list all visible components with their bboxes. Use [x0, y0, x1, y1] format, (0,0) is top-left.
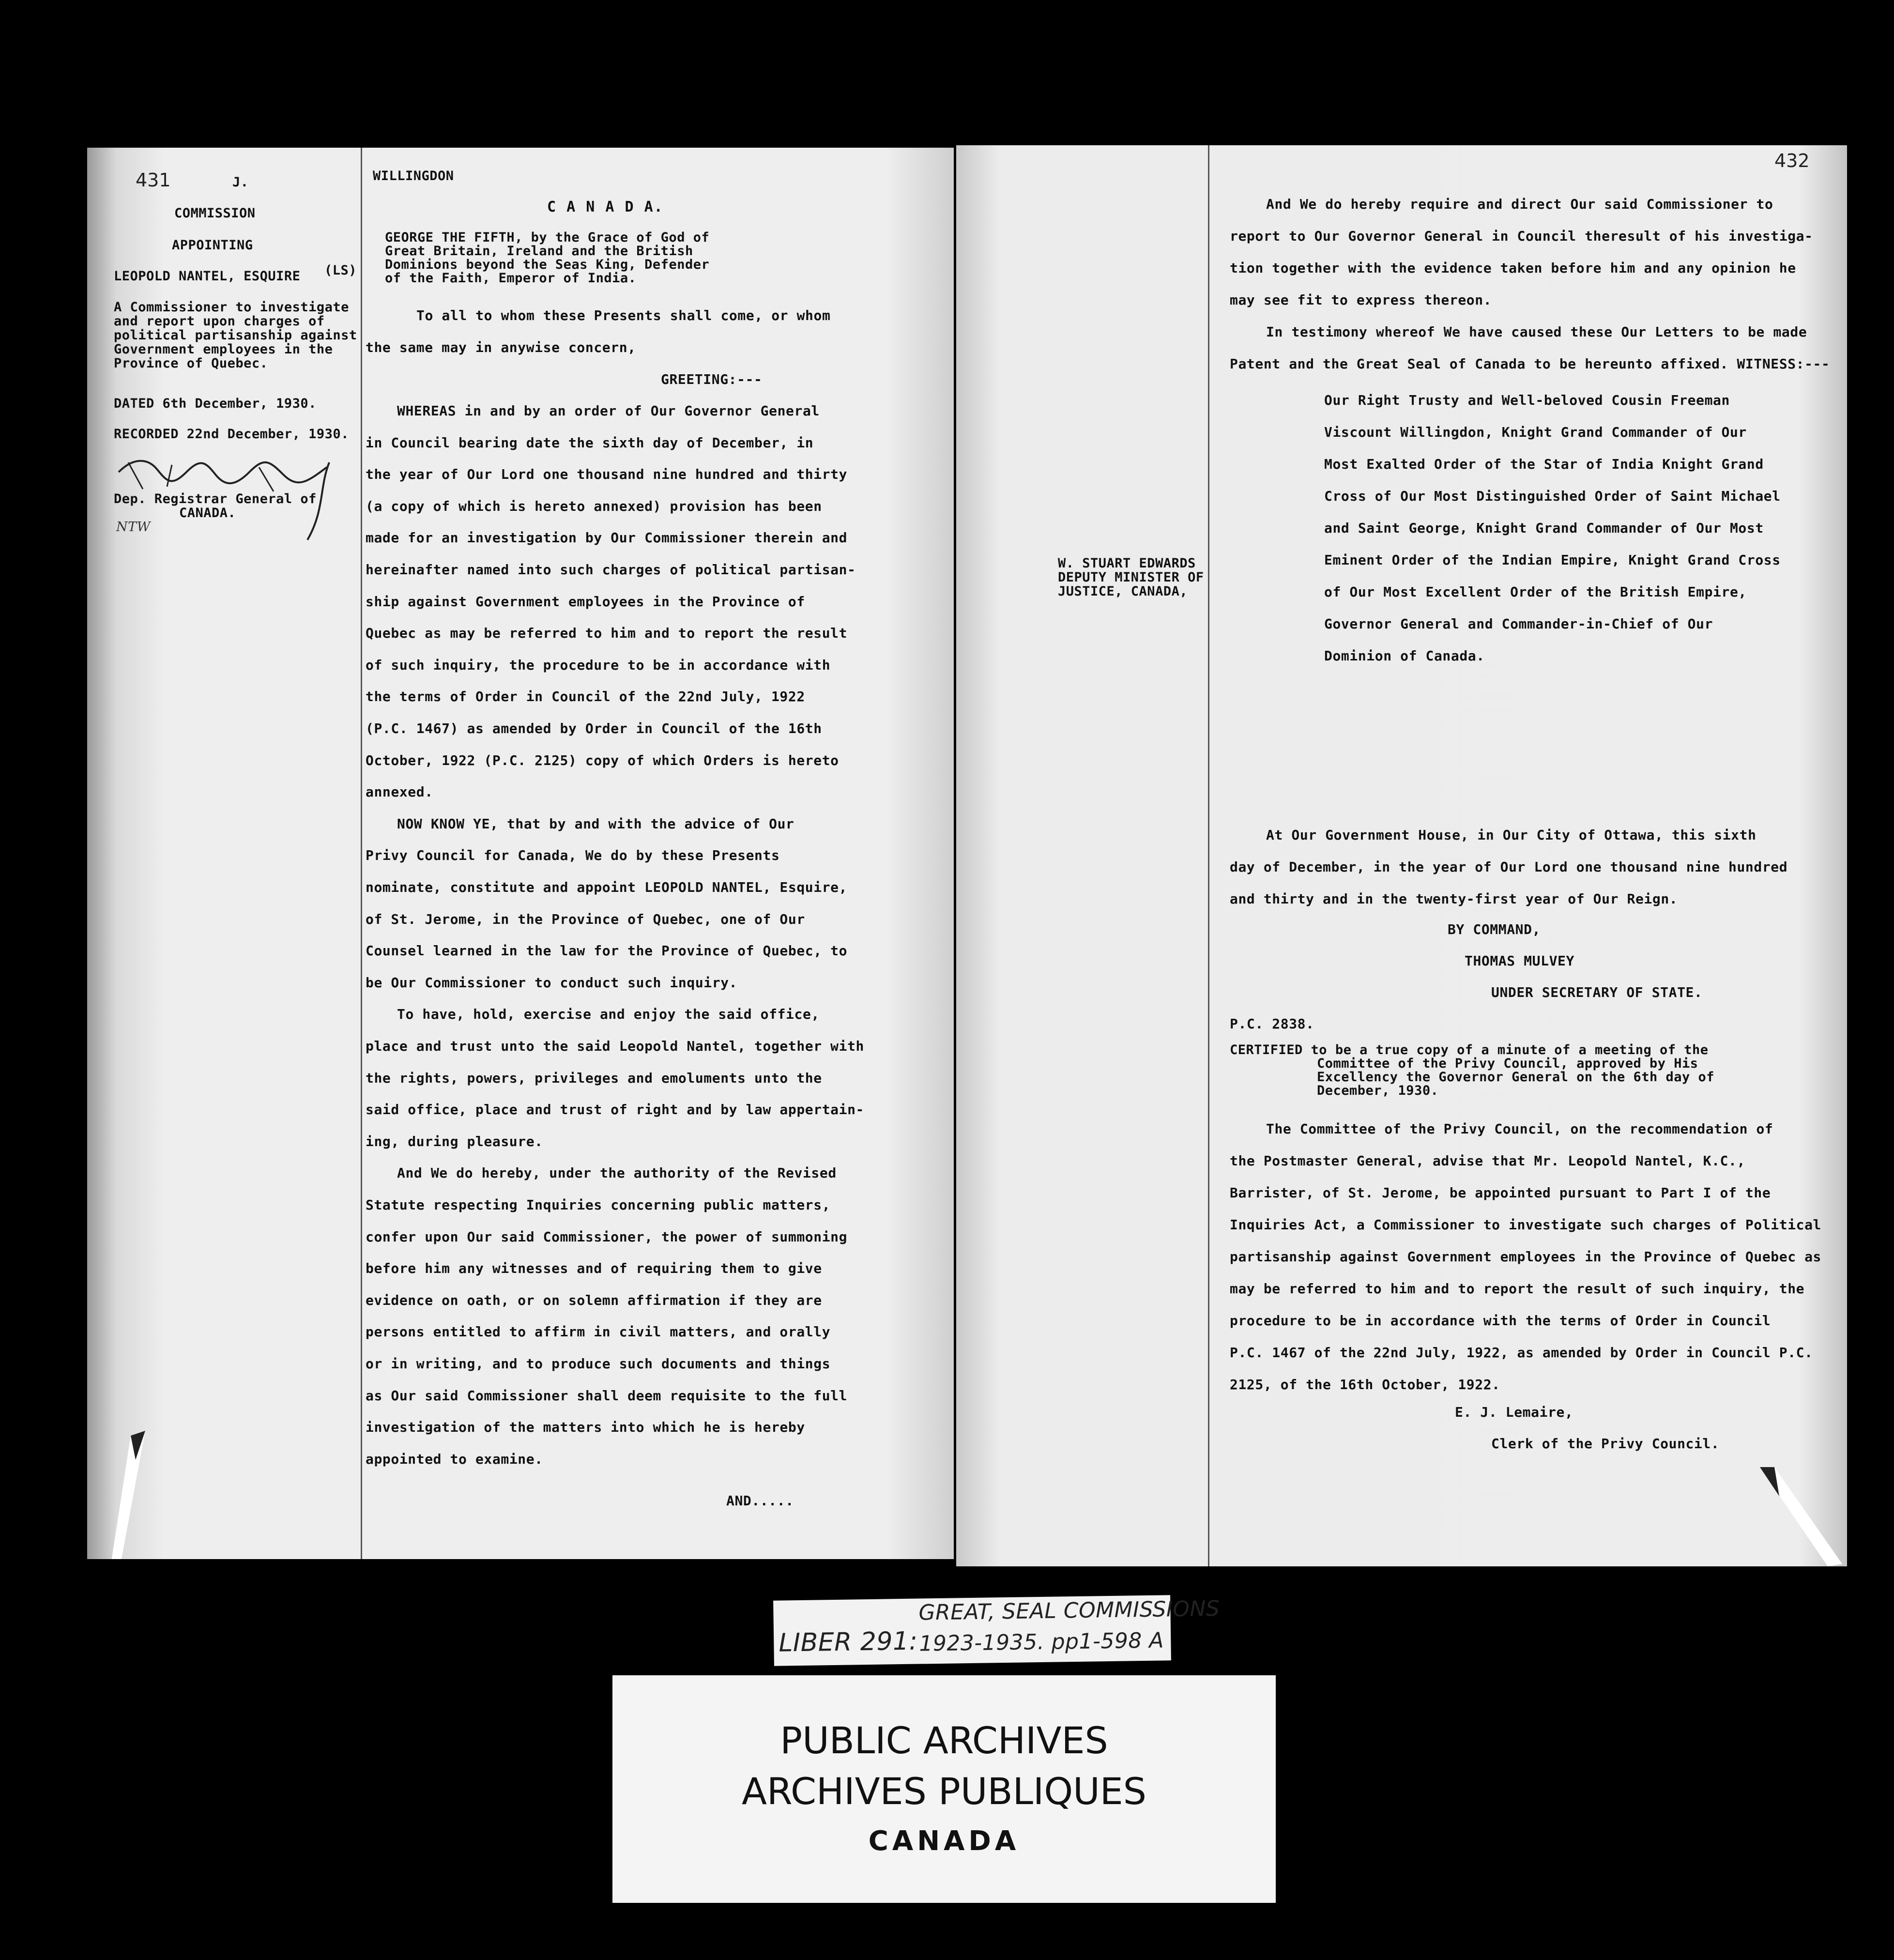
body-line: be Our Commissioner to conduct such inquiry. [366, 974, 738, 991]
body-line: ing, during pleasure. [366, 1133, 543, 1149]
certified-line: Excellency the Governor General on the 6th day of [1317, 1070, 1715, 1085]
royal-style: Great Britain, Ireland and the British [385, 244, 693, 259]
witness-line: Eminent Order of the Indian Empire, Knight Grand Cross [1324, 552, 1781, 568]
clerk-title: Clerk of the Privy Council. [1491, 1436, 1720, 1452]
minister-signature: W. STUART EDWARDS [1058, 556, 1196, 571]
margin-rule [361, 148, 362, 1559]
body-line: tion together with the evidence taken before him and any opinion he [1230, 260, 1796, 276]
body-line: made for an investigation by Our Commissioner therein and [366, 530, 848, 546]
body-line: day of December, in the year of Our Lord one thousand nine hundred [1230, 859, 1788, 875]
label-liber: LIBER 291: [778, 1626, 918, 1658]
margin-name: LEOPOLD NANTEL, ESQUIRE [114, 269, 301, 284]
margin-registrar: Dep. Registrar General of [114, 491, 317, 506]
stamp-line: PUBLIC ARCHIVES [780, 1719, 1108, 1762]
by-command: BY COMMAND, [1448, 921, 1541, 937]
left-page [87, 148, 954, 1559]
body-line: procedure to be in accordance with the terms of Order in Council [1230, 1313, 1771, 1329]
page-number: 431 [136, 169, 171, 191]
royal-style: of the Faith, Emperor of India. [385, 271, 637, 286]
minister-signature: DEPUTY MINISTER OF [1058, 570, 1204, 585]
body-line: P.C. 1467 of the 22nd July, 1922, as amended by Order in Council P.C. [1230, 1345, 1813, 1361]
margin-dated: DATED 6th December, 1930. [114, 396, 317, 411]
header-name: WILLINGDON [373, 168, 454, 184]
body-line: NOW KNOW YE, that by and with the advice of Our [397, 815, 794, 832]
body-line: Counsel learned in the law for the Province of Quebec, to [366, 943, 848, 959]
body-line: Patent and the Great Seal of Canada to be hereunto affixed. WITNESS:--- [1230, 356, 1830, 372]
pc-number: P.C. 2838. [1230, 1016, 1314, 1032]
witness-line: and Saint George, Knight Grand Commander of Our Most [1324, 520, 1764, 536]
body-line: nominate, constitute and appoint LEOPOLD NANTEL, Esquire, [366, 879, 848, 895]
body-line: The Committee of the Privy Council, on the recommendation of [1266, 1121, 1773, 1137]
witness-line: Most Exalted Order of the Star of India Knight Grand [1324, 456, 1764, 472]
certified-line: December, 1930. [1317, 1083, 1439, 1098]
pen-pointer-right [1750, 1467, 1847, 1566]
margin-initials: NTW [116, 520, 151, 535]
body-line: In testimony whereof We have caused these Our Letters to be made [1266, 324, 1807, 340]
margin-registrar: CANADA. [179, 505, 236, 521]
address-line: To all to whom these Presents shall come, or whom [416, 307, 831, 323]
witness-line: Cross of Our Most Distinguished Order of Saint Michael [1324, 488, 1781, 504]
body-line: in Council bearing date the sixth day of December, in [366, 434, 814, 451]
heading-canada: C A N A D A. [547, 199, 664, 215]
body-line: Barrister, of St. Jerome, be appointed pursuant to Part I of the [1230, 1185, 1771, 1201]
body-line: Statute respecting Inquiries concerning public matters, [366, 1197, 831, 1213]
margin-title: APPOINTING [172, 238, 253, 253]
body-line: And We do hereby, under the authority of the Revised [397, 1165, 837, 1181]
label-title: GREAT, SEAL COMMISSIONS [918, 1596, 1220, 1625]
body-line: Inquiries Act, a Commissioner to investigate such charges of Political [1230, 1217, 1822, 1233]
witness-line: Dominion of Canada. [1324, 648, 1485, 664]
margin-purpose: Province of Quebec. [114, 356, 268, 371]
body-line: persons entitled to affirm in civil matters, and orally [366, 1324, 831, 1340]
body-line: WHEREAS in and by an order of Our Governor General [397, 403, 820, 419]
witness-line: Our Right Trusty and Well-beloved Cousin Freeman [1324, 392, 1730, 408]
folio-letter: J. [232, 175, 249, 190]
body-line: report to Our Governor General in Council theresult of his investiga- [1230, 228, 1813, 244]
body-line: may see fit to express thereon. [1230, 292, 1492, 308]
body-line: At Our Government House, in Our City of Ottawa, this sixth [1266, 827, 1757, 843]
signer-name: THOMAS MULVEY [1465, 953, 1574, 969]
body-line: the Postmaster General, advise that Mr. Leopold Nantel, K.C., [1230, 1153, 1745, 1169]
margin-title: COMMISSION [174, 206, 256, 221]
label-range: 1923-1935. pp1-598 A [919, 1628, 1164, 1656]
body-line: Quebec as may be referred to him and to report the result [366, 625, 848, 642]
body-line: said office, place and trust of right and by law appertain- [366, 1102, 864, 1118]
body-line: (a copy of which is hereto annexed) provision has been [366, 498, 822, 514]
body-line: To have, hold, exercise and enjoy the said office, [397, 1006, 820, 1023]
witness-line: of Our Most Excellent Order of the British Empire, [1324, 584, 1747, 600]
body-line: evidence on oath, or on solemn affirmation if they are [366, 1292, 822, 1308]
royal-style: Dominions beyond the Seas King, Defender [385, 257, 710, 272]
body-line: place and trust unto the said Leopold Nantel, together with [366, 1038, 864, 1054]
body-line: And We do hereby require and direct Our said Commissioner to [1266, 196, 1773, 212]
stamp-line: CANADA [868, 1825, 1020, 1857]
catchword: AND..... [726, 1493, 794, 1509]
margin-purpose: Government employees in the [114, 342, 333, 357]
right-page [956, 145, 1847, 1566]
body-line: and thirty and in the twenty-first year of Our Reign. [1230, 891, 1678, 907]
signer-title: UNDER SECRETARY OF STATE. [1491, 984, 1703, 1000]
page-number: 432 [1774, 150, 1810, 171]
catalogue-label [773, 1595, 1220, 1666]
archives-stamp [612, 1675, 1276, 1903]
greeting: GREETING:--- [661, 371, 763, 387]
margin-purpose: and report upon charges of [114, 314, 325, 329]
body-line: may be referred to him and to report the result of such inquiry, the [1230, 1281, 1805, 1297]
body-line: Privy Council for Canada, We do by these Presents [366, 847, 780, 864]
body-line: partisanship against Government employees in the Province of Quebec as [1230, 1249, 1822, 1265]
body-line: the terms of Order in Council of the 22nd July, 1922 [366, 689, 805, 705]
stamp-line: ARCHIVES PUBLIQUES [741, 1770, 1147, 1813]
body-line: the year of Our Lord one thousand nine hundred and thirty [366, 466, 848, 483]
royal-style: GEORGE THE FIFTH, by the Grace of God of [385, 230, 710, 245]
body-line: ship against Government employees in the Province of [366, 593, 805, 610]
body-line: or in writing, and to produce such documents and things [366, 1356, 831, 1372]
body-line: the rights, powers, privileges and emoluments unto the [366, 1070, 822, 1086]
margin-purpose: A Commissioner to investigate [114, 300, 349, 315]
certified-line: Committee of the Privy Council, approved by His [1317, 1056, 1698, 1071]
body-line: of St. Jerome, in the Province of Quebec, one of Our [366, 911, 805, 927]
body-line: as Our said Commissioner shall deem requisite to the full [366, 1387, 848, 1404]
margin-recorded: RECORDED 22nd December, 1930. [114, 427, 349, 442]
witness-line: Governor General and Commander-in-Chief of Our [1324, 616, 1713, 632]
body-line: (P.C. 1467) as amended by Order in Council of the 16th [366, 720, 822, 736]
margin-rule [1208, 145, 1209, 1566]
body-line: investigation of the matters into which he is hereby [366, 1419, 805, 1436]
address-line: the same may in anywise concern, [366, 339, 636, 355]
body-line: confer upon Our said Commissioner, the power of summoning [366, 1228, 848, 1245]
body-line: before him any witnesses and of requiring them to give [366, 1260, 822, 1277]
body-line: hereinafter named into such charges of political partisan- [366, 562, 856, 578]
body-line: annexed. [366, 784, 433, 800]
certified-line: CERTIFIED to be a true copy of a minute of a meeting of the [1230, 1042, 1709, 1057]
pen-pointer-left [92, 1431, 199, 1559]
minister-signature: JUSTICE, CANADA, [1058, 584, 1188, 599]
seal-mark: (LS) [324, 263, 357, 278]
clerk-name: E. J. Lemaire, [1455, 1404, 1573, 1420]
body-line: appointed to examine. [366, 1451, 543, 1467]
body-line: of such inquiry, the procedure to be in accordance with [366, 657, 831, 673]
witness-line: Viscount Willingdon, Knight Grand Commander of Our [1324, 424, 1747, 440]
margin-purpose: political partisanship against [114, 328, 357, 343]
body-line: October, 1922 (P.C. 2125) copy of which Orders is hereto [366, 752, 839, 768]
body-line: 2125, of the 16th October, 1922. [1230, 1377, 1500, 1393]
